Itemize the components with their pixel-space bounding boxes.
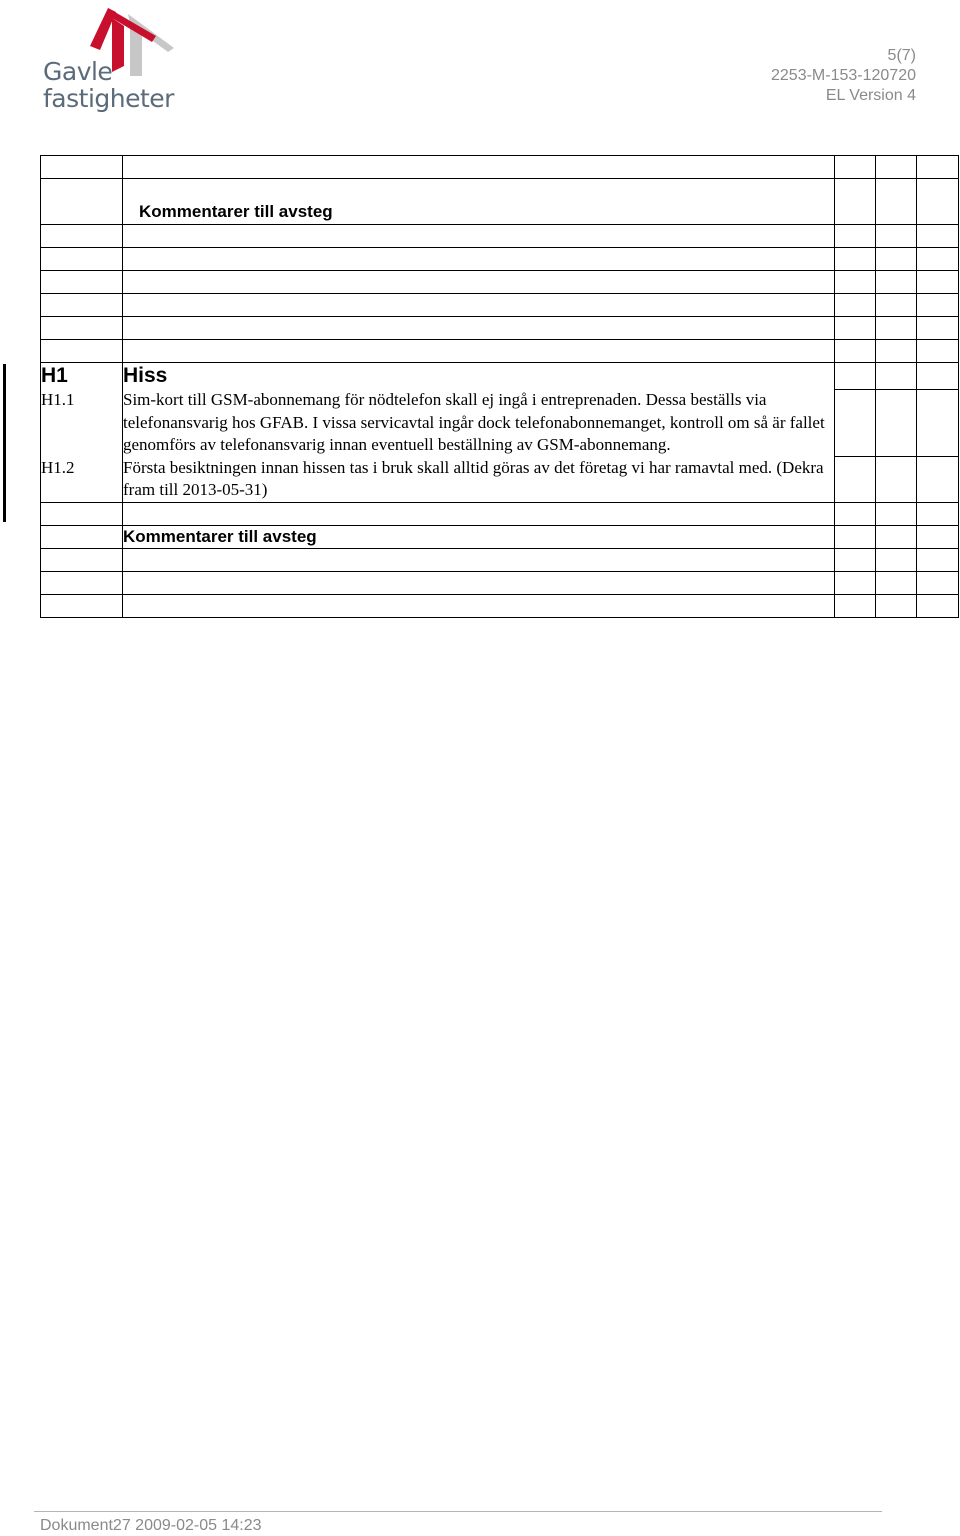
item-number: H1.1	[41, 389, 123, 457]
table-row	[41, 248, 959, 271]
comments-heading: Kommentarer till avsteg	[123, 525, 835, 548]
company-logo	[40, 6, 180, 114]
document-number: 2253-M-153-120720	[771, 67, 916, 84]
table-row	[41, 502, 959, 525]
logo-text-gavle: Gavle	[43, 57, 113, 86]
comments-heading: Kommentarer till avsteg	[139, 202, 333, 221]
item-row	[41, 389, 959, 457]
logo-text-fastigheter: fastigheter	[43, 84, 174, 113]
table-row	[41, 294, 959, 317]
item-text: Första besiktningen innan hissen tas i bruk skall alltid göras av det företag vi har ramavtal med. (Dekra fram till 2013-05-31)	[123, 457, 835, 503]
footer-divider	[34, 1511, 882, 1512]
table-row	[41, 179, 959, 225]
table-row	[41, 317, 959, 340]
page-number: 5(7)	[887, 47, 916, 64]
table-row	[41, 548, 959, 571]
table-row	[41, 594, 959, 617]
checklist-table	[40, 155, 959, 618]
table-row	[41, 271, 959, 294]
item-row	[41, 457, 959, 503]
change-bar	[3, 364, 6, 522]
table-row	[41, 525, 959, 548]
item-number: H1.2	[41, 457, 123, 503]
section-number: H1	[41, 363, 123, 390]
table-row	[41, 156, 959, 179]
footer-text: Dokument27 2009-02-05 14:23	[40, 1517, 262, 1534]
section-title: Hiss	[123, 363, 835, 390]
page-header	[771, 46, 916, 106]
section-row	[41, 363, 959, 390]
item-text: Sim-kort till GSM-abonnemang för nödtelefon skall ej ingå i entreprenaden. Dessa beställs via telefonansvarig hos GFAB. I vissa servicavtal ingår dock telefonabonnemanget, kontroll om så är fallet genomförs av telefonansvarig innan eventuell beställning av GSM-abonnemang.	[123, 389, 835, 457]
table-row	[41, 571, 959, 594]
table-row	[41, 225, 959, 248]
table-row	[41, 340, 959, 363]
document-version: EL Version 4	[825, 87, 916, 104]
